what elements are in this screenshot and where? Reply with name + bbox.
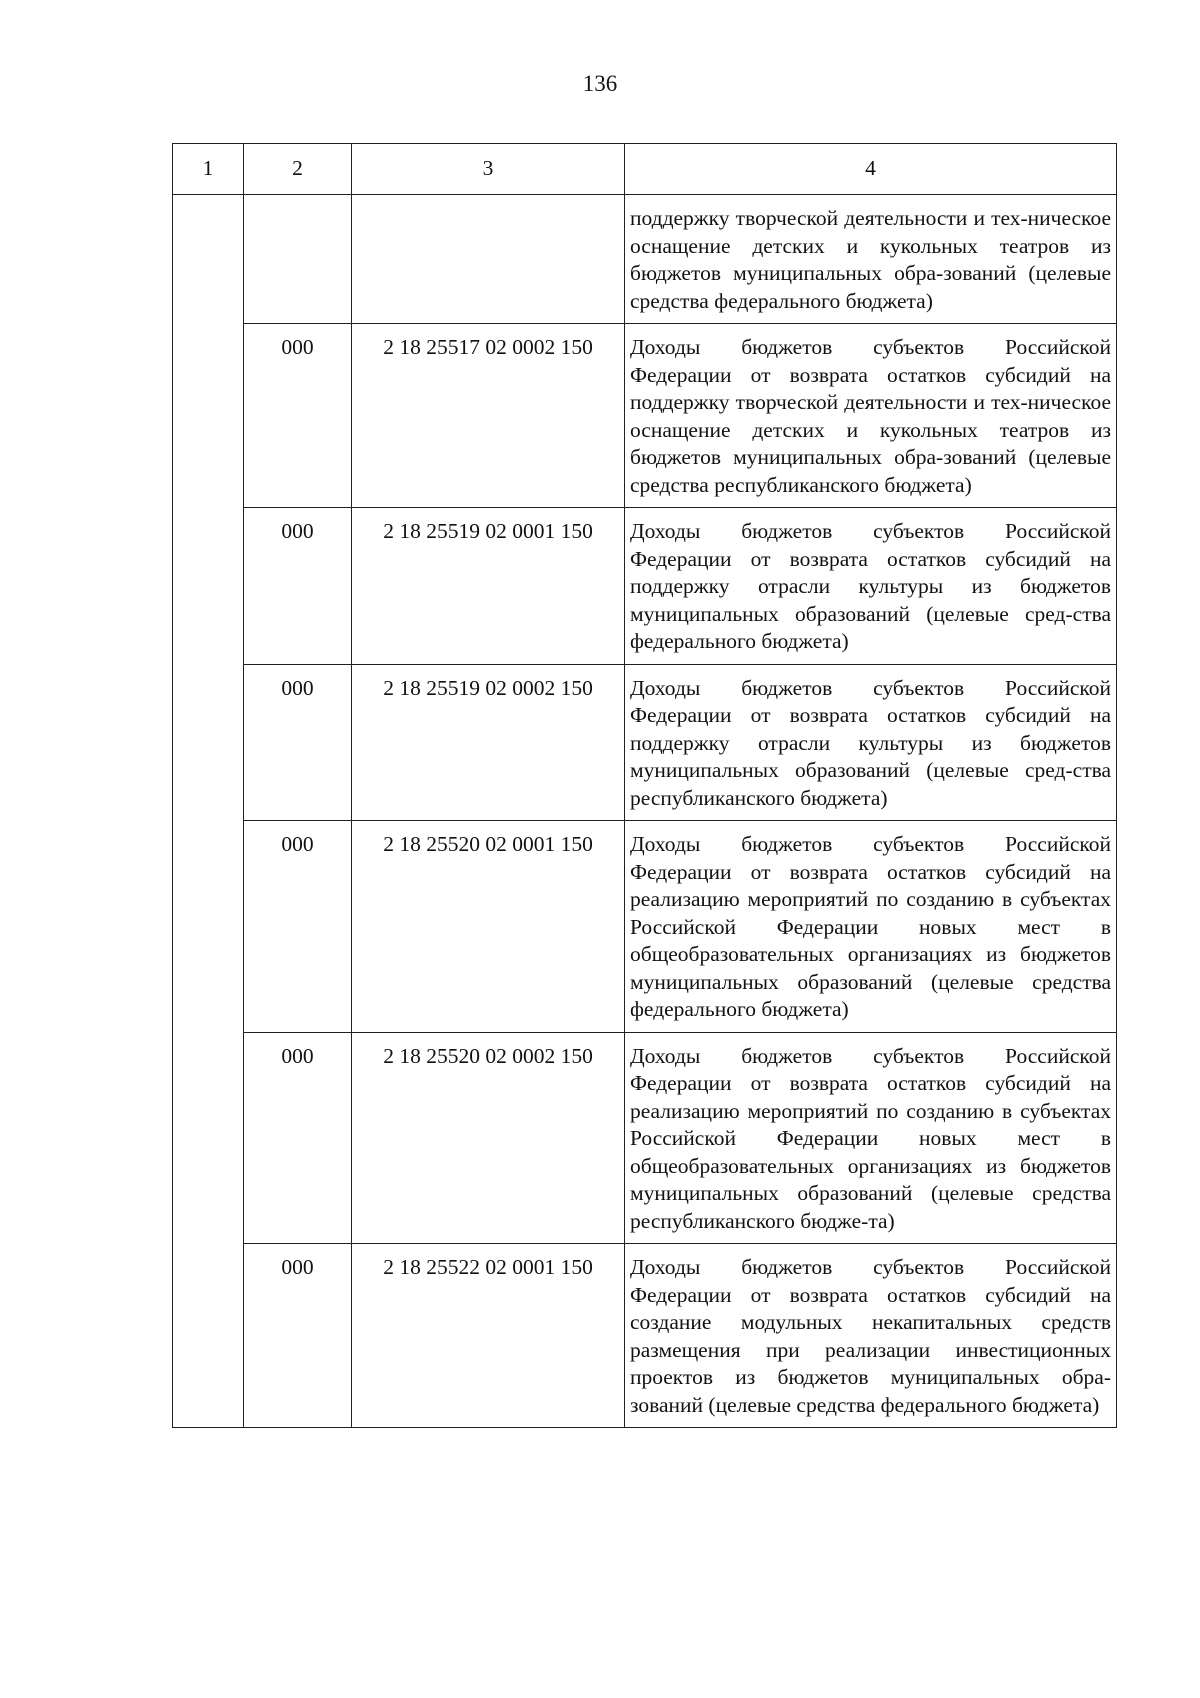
header-col-4: 4 <box>625 144 1117 195</box>
table-row <box>173 821 1117 1033</box>
kbk-code-cell: 2 18 25517 02 0002 150 <box>352 324 625 508</box>
header-col-3: 3 <box>352 144 625 195</box>
description-cell: Доходы бюджетов субъектов Российской Федерации от возврата остатков субсидий на поддержку отрасли культуры из бюджетов муниципальных образований (целевые сред-ства федерального бюджета) <box>625 508 1117 665</box>
header-col-1: 1 <box>173 144 244 195</box>
table-row <box>173 664 1117 821</box>
group-cell <box>173 195 244 1428</box>
table-row <box>173 195 1117 324</box>
table-row <box>173 1032 1117 1244</box>
admin-code-cell: 000 <box>244 1032 352 1244</box>
kbk-code-cell: 2 18 25520 02 0001 150 <box>352 821 625 1033</box>
table-row <box>173 508 1117 665</box>
admin-code-cell: 000 <box>244 324 352 508</box>
revenue-codes-table <box>172 143 1117 1428</box>
table-body <box>173 195 1117 1428</box>
admin-code-cell: 000 <box>244 508 352 665</box>
kbk-code-cell: 2 18 25522 02 0001 150 <box>352 1244 625 1428</box>
admin-code-cell: 000 <box>244 1244 352 1428</box>
table-header <box>173 144 1117 195</box>
description-cell: Доходы бюджетов субъектов Российской Федерации от возврата остатков субсидий на поддержку творческой деятельности и тех-ническое оснащение детских и кукольных театров из бюджетов муниципальных обра-зований (целевые средства республиканского бюджета) <box>625 324 1117 508</box>
admin-code-cell: 000 <box>244 664 352 821</box>
kbk-code-cell: 2 18 25519 02 0002 150 <box>352 664 625 821</box>
description-cell: Доходы бюджетов субъектов Российской Федерации от возврата остатков субсидий на создание модульных некапитальных средств размещения при реализации инвестиционных проектов из бюджетов муниципальных обра-зований (целевые средства федерального бюджета) <box>625 1244 1117 1428</box>
description-cell: Доходы бюджетов субъектов Российской Федерации от возврата остатков субсидий на реализацию мероприятий по созданию в субъектах Российской Федерации новых мест в общеобразовательных организациях из бюджетов муниципальных образований (целевые средства республиканского бюдже-та) <box>625 1032 1117 1244</box>
kbk-code-cell: 2 18 25519 02 0001 150 <box>352 508 625 665</box>
table-row <box>173 324 1117 508</box>
admin-code-cell: 000 <box>244 821 352 1033</box>
header-col-2: 2 <box>244 144 352 195</box>
kbk-code-cell: 2 18 25520 02 0002 150 <box>352 1032 625 1244</box>
header-row <box>173 144 1117 195</box>
table-row <box>173 1244 1117 1428</box>
description-cell: Доходы бюджетов субъектов Российской Федерации от возврата остатков субсидий на реализацию мероприятий по созданию в субъектах Российской Федерации новых мест в общеобразовательных организациях из бюджетов муниципальных образований (целевые средства федерального бюджета) <box>625 821 1117 1033</box>
admin-code-cell <box>244 195 352 324</box>
description-cell: поддержку творческой деятельности и тех-ническое оснащение детских и кукольных театров из бюджетов муниципальных обра-зований (целевые средства федерального бюджета) <box>625 195 1117 324</box>
kbk-code-cell <box>352 195 625 324</box>
page-number: 136 <box>582 71 618 96</box>
description-cell: Доходы бюджетов субъектов Российской Федерации от возврата остатков субсидий на поддержку отрасли культуры из бюджетов муниципальных образований (целевые сред-ства республиканского бюджета) <box>625 664 1117 821</box>
